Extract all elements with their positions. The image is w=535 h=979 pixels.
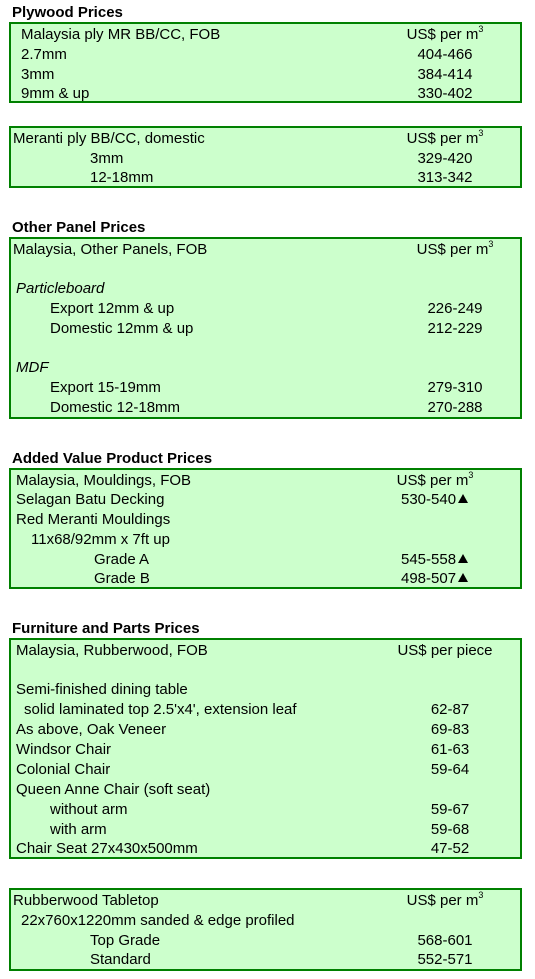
plywood-meranti-box: [9, 126, 522, 188]
row-label: with arm: [50, 821, 107, 838]
table-row: [11, 299, 520, 319]
table-row: [11, 911, 520, 931]
row-label: Standard: [90, 951, 151, 968]
table-row: [11, 530, 520, 550]
table-row: [11, 569, 520, 589]
other-panels-box: [9, 237, 522, 419]
row-value: 313-342: [417, 169, 473, 186]
table-row: [11, 700, 520, 720]
table-row: [11, 780, 520, 800]
row-label: As above, Oak Veneer: [16, 721, 167, 738]
unit-label: US$ per piece: [397, 642, 493, 659]
particleboard-label: Particleboard: [16, 280, 105, 297]
plywood-heading: Plywood Prices: [12, 4, 123, 21]
row-label: Domestic 12mm & up: [50, 320, 194, 337]
table-row: [11, 820, 520, 840]
table-row: [11, 490, 520, 510]
row-value: 329-420: [417, 150, 473, 167]
row-label: 22x760x1220mm sanded & edge profiled: [21, 912, 295, 929]
row-label: Export 12mm & up: [50, 300, 175, 317]
table-row: [11, 319, 520, 339]
row-label: Semi-finished dining table: [16, 681, 188, 698]
row-label: 3mm: [21, 66, 55, 83]
unit-label: US$ per $m^3$: [416, 239, 494, 258]
table-row: [11, 720, 520, 740]
table-header: [11, 891, 520, 911]
table-row: [11, 168, 520, 188]
row-value: 568-601: [417, 932, 473, 949]
row-label: 11x68/92mm x 7ft up: [31, 531, 170, 548]
row-label: Domestic 12-18mm: [50, 399, 181, 416]
row-label: Queen Anne Chair (soft seat): [16, 781, 211, 798]
added-value-heading: Added Value Product Prices: [12, 450, 213, 467]
up-arrow-icon: [458, 554, 468, 563]
row-label: 9mm & up: [21, 85, 90, 102]
row-label: Export 15-19mm: [50, 379, 161, 396]
table-row: [11, 378, 520, 398]
table-row: [11, 45, 520, 65]
table-row: [11, 760, 520, 780]
row-value-with-trend: [401, 490, 468, 510]
column-label: Malaysia ply MR BB/CC, FOB: [21, 26, 221, 43]
up-arrow-icon: [458, 573, 468, 582]
row-label: Top Grade: [90, 932, 161, 949]
other-panels-heading: Other Panel Prices: [12, 219, 146, 236]
row-value: 59-67: [430, 801, 470, 818]
row-label: 12-18mm: [90, 169, 154, 186]
row-label: solid laminated top 2.5'x4', extension leaf: [24, 701, 297, 718]
row-value: 212-229: [427, 320, 483, 337]
row-value: 279-310: [427, 379, 483, 396]
row-value: 270-288: [427, 399, 483, 416]
row-label: Chair Seat 27x430x500mm: [16, 840, 198, 857]
row-label: Colonial Chair: [16, 761, 111, 778]
plywood-malaysia-box: [9, 22, 522, 103]
table-row: [11, 84, 520, 104]
table-header: [11, 641, 520, 661]
row-value: 545-558: [401, 551, 457, 568]
row-value: 69-83: [430, 721, 470, 738]
table-row: [11, 950, 520, 970]
table-row: [11, 550, 520, 570]
row-label: 2.7mm: [21, 46, 67, 63]
row-value: 498-507: [401, 570, 457, 587]
row-label: without arm: [50, 801, 128, 818]
row-label: Selagan Batu Decking: [16, 491, 165, 508]
furniture-heading: Furniture and Parts Prices: [12, 620, 200, 637]
table-row: [11, 931, 520, 951]
added-value-box: [9, 468, 522, 589]
row-value: 330-402: [417, 85, 473, 102]
section-title: [11, 358, 520, 378]
row-value: 552-571: [417, 951, 473, 968]
row-value: 62-87: [430, 701, 470, 718]
table-header: [11, 129, 520, 149]
column-label: Malaysia, Mouldings, FOB: [16, 472, 192, 489]
section-title: [11, 279, 520, 299]
row-value: 404-466: [417, 46, 473, 63]
up-arrow-icon: [458, 494, 468, 503]
column-label: Malaysia, Rubberwood, FOB: [16, 642, 208, 659]
table-header: [11, 25, 520, 45]
mdf-label: MDF: [16, 359, 49, 376]
table-header: [11, 471, 520, 491]
tabletop-box: [9, 888, 522, 971]
row-value: 59-64: [430, 761, 470, 778]
table-row: [11, 800, 520, 820]
row-label: Red Meranti Mouldings: [16, 511, 171, 528]
row-label: 3mm: [90, 150, 124, 167]
row-value: 226-249: [427, 300, 483, 317]
row-label: Windsor Chair: [16, 741, 112, 758]
column-label: Meranti ply BB/CC, domestic: [13, 130, 205, 147]
row-value: 47-52: [430, 840, 470, 857]
column-label: Rubberwood Tabletop: [13, 892, 159, 909]
row-value-with-trend: [401, 550, 468, 570]
row-label: Grade A: [94, 551, 150, 568]
unit-label: US$ per $m^3$: [406, 890, 484, 909]
table-row: [11, 149, 520, 169]
table-row: [11, 65, 520, 85]
row-value: 530-540: [401, 491, 457, 508]
row-value: 61-63: [430, 741, 470, 758]
table-row: [11, 839, 520, 859]
row-value-with-trend: [401, 569, 468, 589]
column-label: Malaysia, Other Panels, FOB: [13, 241, 208, 258]
table-row: [11, 398, 520, 418]
unit-label: US$ per $m^3$: [406, 24, 484, 43]
table-row: [11, 740, 520, 760]
row-value: 384-414: [417, 66, 473, 83]
unit-label: US$ per $m^3$: [396, 470, 474, 489]
row-value: 59-68: [430, 821, 470, 838]
row-label: Grade B: [94, 570, 150, 587]
table-row: [11, 680, 520, 700]
furniture-box: [9, 638, 522, 859]
table-row: [11, 510, 520, 530]
table-header: [11, 240, 520, 260]
unit-label: US$ per $m^3$: [406, 128, 484, 147]
